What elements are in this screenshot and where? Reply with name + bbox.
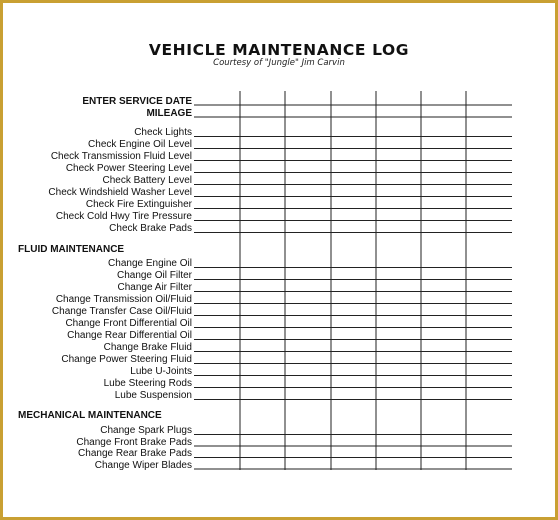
mileage-label: MILEAGE [146, 108, 192, 119]
fluid-item-label: Change Oil Filter [116, 270, 192, 281]
check-item-label: Check Windshield Washer Level [48, 187, 192, 198]
fluid-item-label: Change Air Filter [117, 282, 192, 293]
fluid-item-label: Change Power Steering Fluid [61, 354, 192, 365]
check-item-label: Check Brake Pads [109, 223, 192, 234]
fluid-item-label: Change Rear Differential Oil [67, 330, 192, 341]
fluid-item-label: Change Brake Fluid [103, 342, 192, 353]
fluid-item-label: Lube U-Joints [130, 366, 192, 377]
service-date-label: ENTER SERVICE DATE [82, 96, 192, 107]
fluid-item-label: Change Transmission Oil/Fluid [55, 294, 192, 305]
mechanical-item-label: Change Wiper Blades [94, 459, 192, 471]
check-item-label: Check Fire Extinguisher [85, 199, 192, 210]
page-subtitle: Courtesy of "Jungle" Jim Carvin [213, 58, 345, 68]
mechanical-maintenance-heading: MECHANICAL MAINTENANCE [18, 410, 162, 421]
mechanical-item-label: Change Spark Plugs [100, 425, 192, 436]
fluid-item-label: Change Transfer Case Oil/Fluid [51, 306, 192, 317]
check-item-label: Check Battery Level [102, 175, 192, 186]
check-item-label: Check Power Steering Level [65, 163, 192, 174]
fluid-maintenance-heading: FLUID MAINTENANCE [18, 244, 125, 255]
page-title: VEHICLE MAINTENANCE LOG [148, 41, 410, 59]
fluid-item-label: Change Engine Oil [108, 258, 192, 269]
fluid-item-label: Lube Steering Rods [103, 378, 192, 389]
fluid-item-label: Change Front Differential Oil [65, 318, 192, 329]
mechanical-item-label: Change Rear Brake Pads [78, 448, 192, 459]
check-item-label: Check Cold Hwy Tire Pressure [55, 211, 192, 222]
check-item-label: Check Engine Oil Level [88, 139, 192, 150]
mechanical-item-label: Change Front Brake Pads [76, 436, 192, 448]
fluid-item-label: Lube Suspension [114, 390, 192, 401]
check-item-label: Check Lights [134, 127, 192, 138]
check-item-label: Check Transmission Fluid Level [50, 151, 192, 162]
